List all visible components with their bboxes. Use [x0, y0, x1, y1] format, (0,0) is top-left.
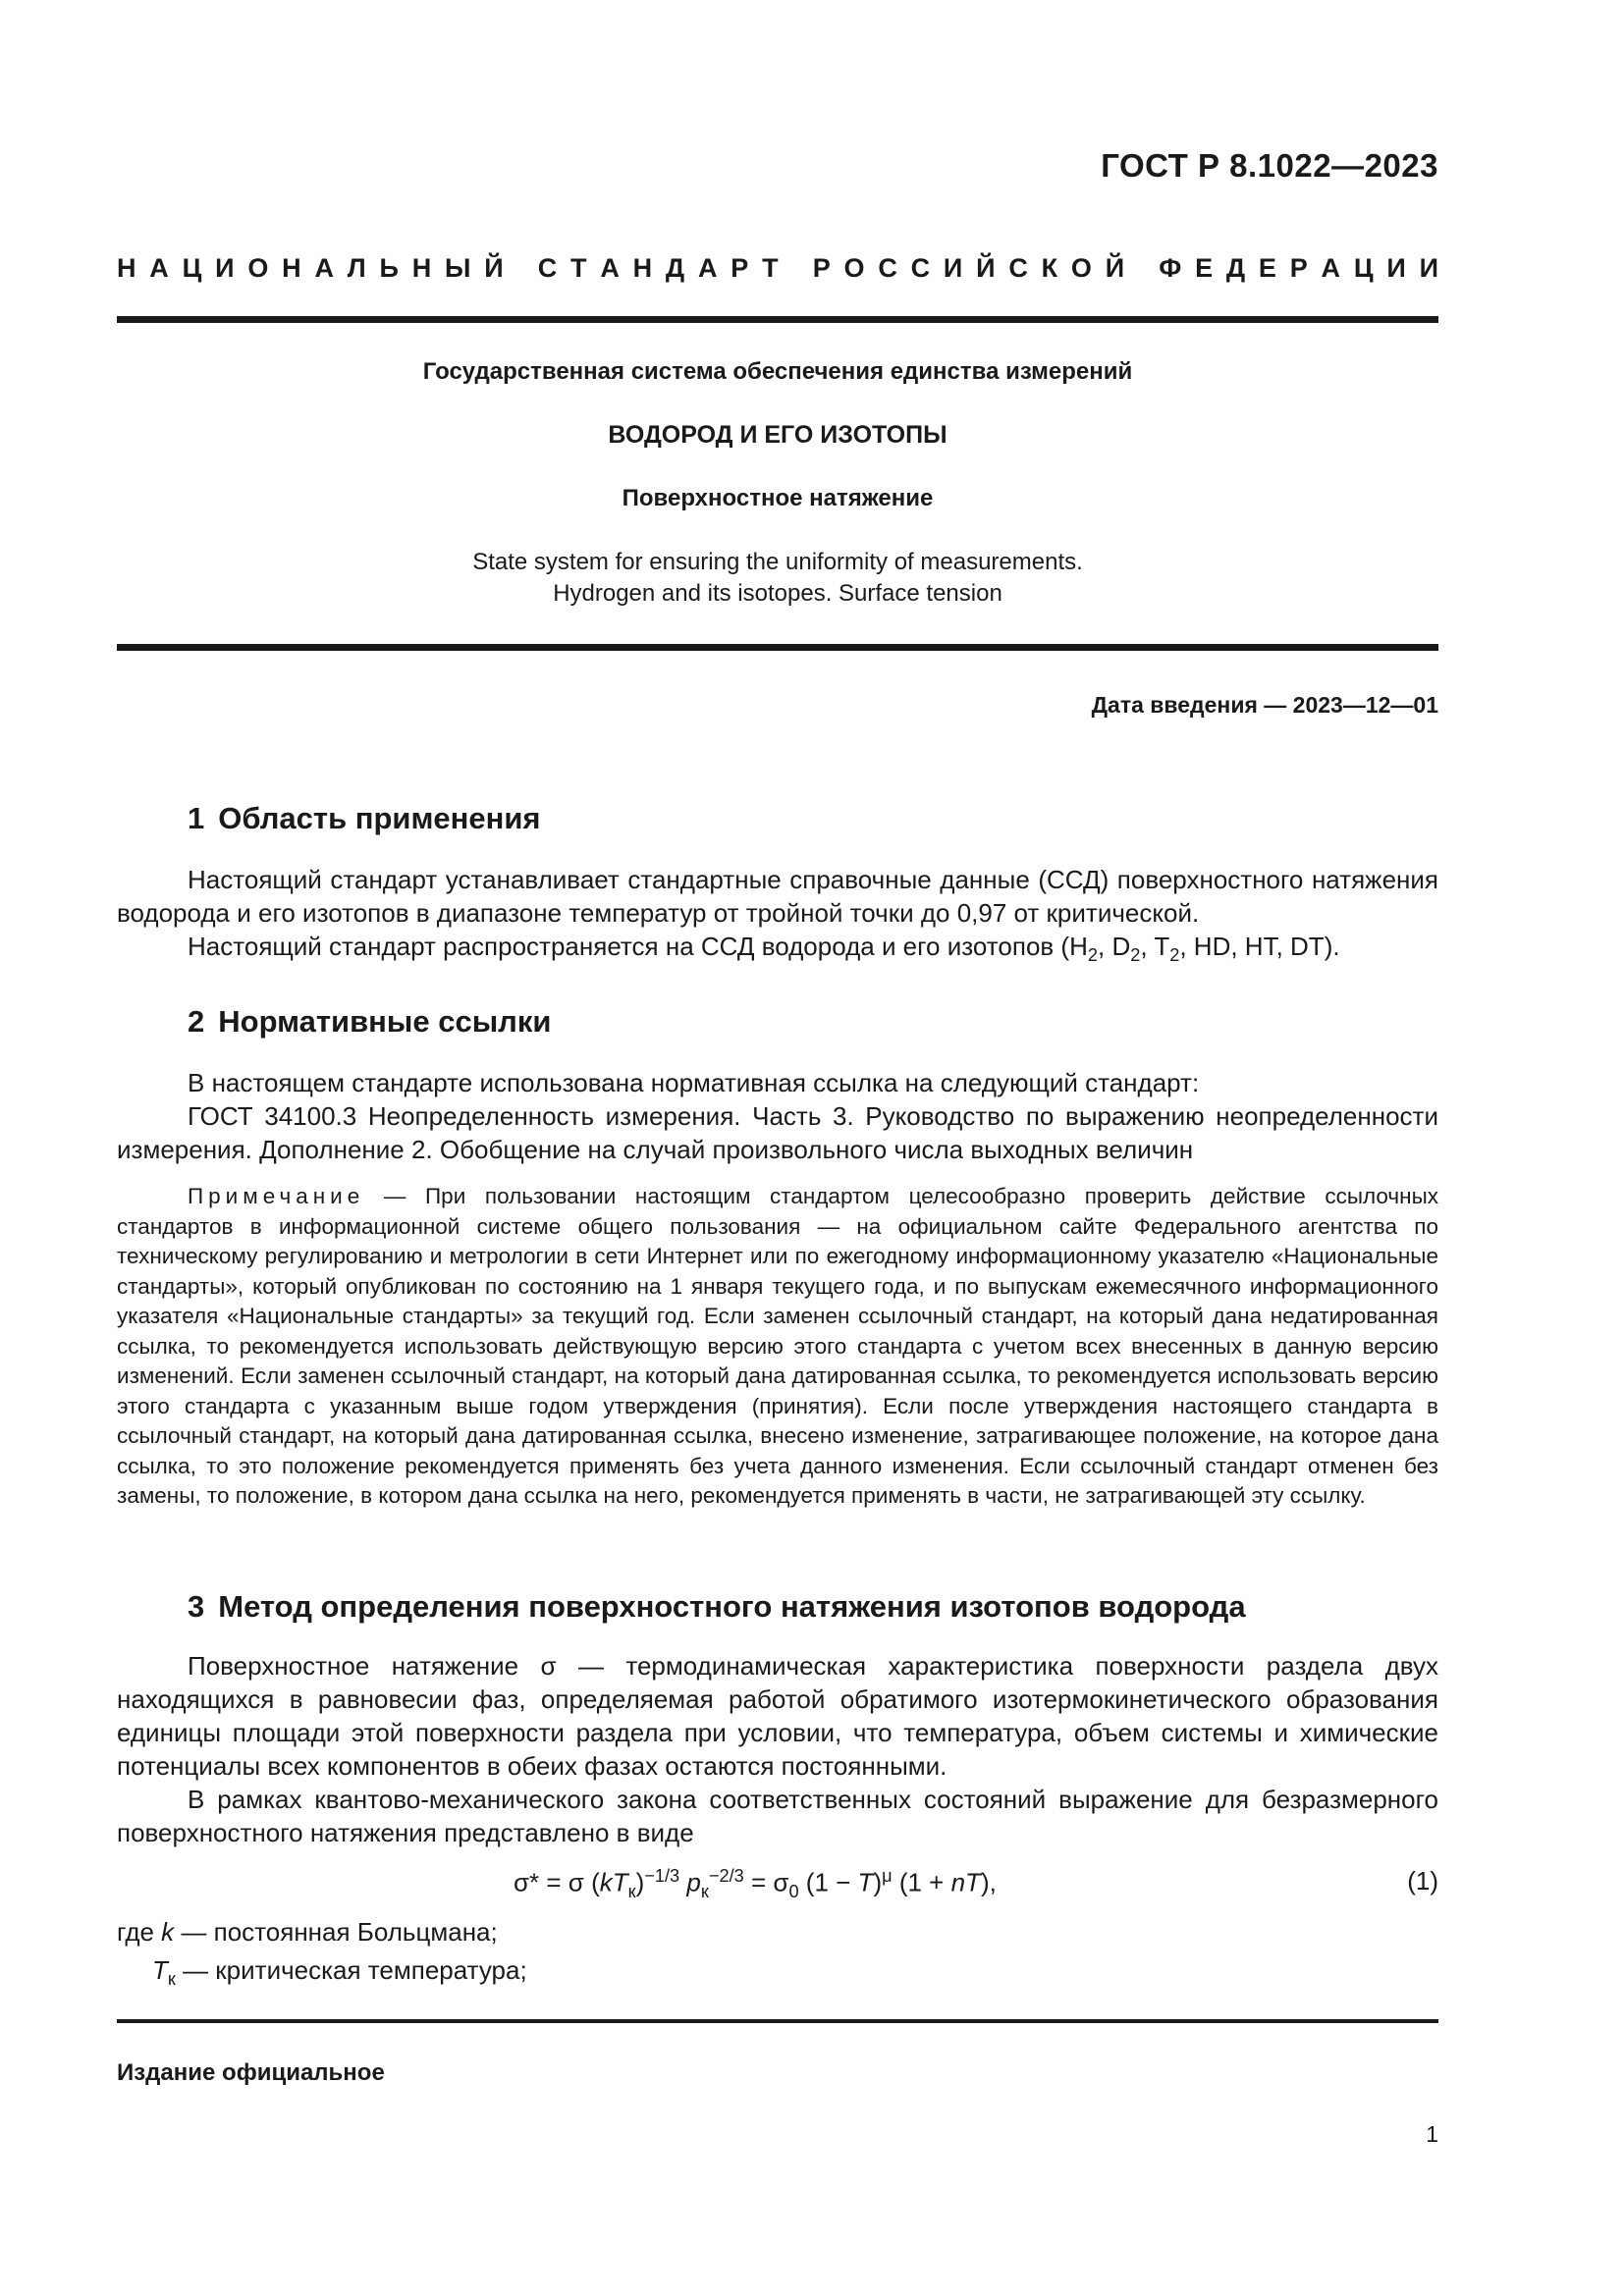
official-edition: Издание официальное: [117, 2059, 385, 2086]
formula-p-sub: к: [700, 1881, 709, 1901]
definition-prefix: где: [117, 1917, 162, 1947]
definition-k: [117, 1917, 498, 1948]
footer-rule: [117, 2019, 1438, 2023]
definition-tk-sub: к: [167, 1969, 176, 1990]
national-standard-letter: С: [910, 253, 931, 283]
formula-part-g: ),: [980, 1867, 997, 1897]
national-standard-letter: Е: [1258, 253, 1276, 283]
section-2-heading: [188, 1004, 551, 1040]
national-standard-letter: Р: [1289, 253, 1308, 283]
section-1-paragraph-1: [117, 863, 1438, 930]
national-standard-letter: Ц: [182, 253, 202, 283]
formula-mu: μ: [882, 1866, 893, 1886]
national-standard-letter: О: [1070, 253, 1092, 283]
section-2-note: [117, 1182, 1438, 1512]
subtitle: Поверхностное натяжение: [622, 485, 934, 511]
formula-T: T: [612, 1867, 628, 1897]
section-2-reference-text: ГОСТ 34100.3 Неопределенность измерения. Часть 3. Руководство по выражению неопределенности измерения. Дополнение 2. Обобщение на случай произвольного числа выходных величин: [117, 1101, 1438, 1164]
definition-tk-text: — критическая температура;: [175, 1955, 527, 1985]
section-1-paragraph-1-text: Настоящий стандарт устанавливает стандартные справочные данные (ССД) поверхностного натяжения водорода и его изотопов в диапазоне температур от тройной точки до 0,97 от критической.: [117, 865, 1438, 928]
national-standard-letter: Н: [117, 253, 136, 283]
intro-date: Дата введения — 2023—12—01: [1091, 692, 1438, 718]
section-3-paragraph-1: [117, 1649, 1438, 1783]
national-standard-letter: Р: [812, 253, 831, 283]
formula-T3: T: [965, 1867, 981, 1897]
national-standard-letter: Т: [570, 253, 587, 283]
isotope-h-sub: 2: [1087, 945, 1098, 966]
english-title-line1: State system for ensuring the uniformity of measurements.: [472, 549, 1083, 575]
national-standard-letter: Й: [1105, 253, 1125, 283]
section-1-heading: [188, 801, 541, 836]
formula-k: k: [599, 1867, 613, 1897]
national-standard-letter: И: [1386, 253, 1406, 283]
national-standard-letter: Ь: [379, 253, 399, 283]
equation-number: (1): [1407, 1866, 1438, 1896]
definition-tk: [152, 1955, 527, 1990]
national-standard-letter: Й: [484, 253, 504, 283]
section-1-paragraph-2-text: Настоящий стандарт распространяется на ССД водорода и его изотопов (: [188, 932, 1070, 961]
formula-expression: [514, 1866, 997, 1902]
national-standard-letter: А: [314, 253, 334, 283]
national-standard-letter: Д: [1225, 253, 1246, 283]
formula-exp1: −1/3: [644, 1866, 680, 1886]
national-standard-letter: Й: [976, 253, 996, 283]
gost-code: ГОСТ Р 8.1022—2023: [1101, 147, 1438, 184]
national-standard-letter: Д: [665, 253, 685, 283]
isotope-t-sub: 2: [1169, 945, 1180, 966]
national-standard-letter: И: [943, 253, 963, 283]
english-title: [117, 547, 1438, 610]
isotope-rest: , HD, HT, DT).: [1179, 932, 1340, 961]
isotope-d-sub: 2: [1130, 945, 1141, 966]
national-standard-letter: О: [843, 253, 865, 283]
national-standard-letter: [516, 253, 524, 284]
national-standard-letter: Ц: [1353, 253, 1374, 283]
formula-sigma-sub: 0: [788, 1881, 799, 1901]
note-text: — При пользовании настоящим стандартом целесообразно проверить действие ссылочных стандартов в информационной системе общего пользования — на официальном сайте Федерального агентства по техническому регулированию и метрологии в сети Интернет или по ежегодному информационному указателю «Национальные стандарты», который опубликован по состоянию на 1 января текущего года, и по выпускам ежемесячного информационного указателя «Национальные стандарты» за текущий год. Если заменен ссылочный стандарт, на который дана недатированная ссылка, то рекомендуется использовать действующую версию этого стандарта с учетом всех внесенных в данную версию изменений. Если заменен ссылочный стандарт, на который дана датированная ссылка, то рекомендуется использовать версию этого стандарта с указанным выше годом утверждения (принятия). Если после утверждения настоящего стандарта в ссылочный стандарт, на который дана датированная ссылка, внесено изменение, затрагивающее положение, на которое дана ссылка, то это положение рекомендуется применять без учета данного изменения. Если ссылочный стандарт отменен без замены, то положение, в котором дана ссылка на него, рекомендуется применять в части, не затрагивающей эту ссылку.: [117, 1184, 1438, 1508]
header-rule: [117, 316, 1438, 323]
system-title: Государственная система обеспечения единства измерений: [422, 358, 1133, 385]
definition-k-symbol: k: [161, 1917, 175, 1947]
formula-part-f: (1 +: [892, 1867, 951, 1897]
section-3-title: Метод определения поверхностного натяжения изотопов водорода: [218, 1589, 1246, 1624]
national-standard-letter: И: [215, 253, 235, 283]
formula-T2: T: [857, 1867, 874, 1897]
national-standard-letter: Н: [282, 253, 301, 283]
definition-k-text: — постоянная Больцмана;: [174, 1917, 498, 1947]
national-standard-letter: [791, 253, 799, 284]
main-title: ВОДОРОД И ЕГО ИЗОТОПЫ: [608, 421, 947, 449]
formula-T-sub: к: [627, 1881, 636, 1901]
section-2-number: 2: [188, 1004, 205, 1039]
section-3-number: 3: [188, 1589, 205, 1624]
national-standard-letter: А: [1321, 253, 1341, 283]
section-2-title: Нормативные ссылки: [218, 1004, 552, 1039]
isotope-t: T: [1154, 932, 1170, 961]
national-standard-title: [117, 253, 1438, 284]
national-standard-letter: А: [149, 253, 169, 283]
english-title-line2: Hydrogen and its isotopes. Surface tension: [553, 580, 1002, 607]
national-standard-letter: С: [1008, 253, 1028, 283]
national-standard-letter: И: [1419, 253, 1438, 283]
formula-exp2: −2/3: [708, 1866, 744, 1886]
national-standard-letter: Н: [411, 253, 432, 283]
national-standard-letter: Н: [632, 253, 653, 283]
section-2-reference: [117, 1099, 1438, 1166]
formula-part-b: ): [635, 1867, 645, 1897]
section-3-paragraph-1-text: Поверхностное натяжение σ — термодинамическая характеристика поверхности раздела двух находящихся в равновесии фаз, определяемая работой обратимого изотермокинетического образования единицы площади этой поверхности раздела при условии, что температура, объем системы и химические потенциалы всех компонентов в обеих фазах остаются постоянными.: [117, 1651, 1438, 1781]
national-standard-letter: К: [1041, 253, 1058, 283]
section-1-title: Область применения: [218, 801, 541, 835]
section-3-heading: [188, 1589, 1246, 1625]
page-number: 1: [1426, 2121, 1438, 2147]
formula-n: n: [950, 1867, 966, 1897]
document-page: [117, 0, 1438, 2296]
national-standard-letter: С: [537, 253, 558, 283]
national-standard-letter: Т: [762, 253, 779, 283]
title-rule: [117, 644, 1438, 651]
national-standard-letter: Р: [731, 253, 749, 283]
section-2-paragraph-1-text: В настоящем стандарте использована нормативная ссылка на следующий стандарт:: [188, 1068, 1200, 1097]
national-standard-letter: А: [600, 253, 620, 283]
national-standard-letter: Ф: [1159, 253, 1182, 283]
national-standard-letter: С: [878, 253, 897, 283]
isotope-d: D: [1111, 932, 1131, 961]
isotope-h: H: [1069, 932, 1088, 961]
national-standard-letter: Е: [1195, 253, 1214, 283]
national-standard-letter: А: [697, 253, 718, 283]
section-1-paragraph-2: Настоящий стандарт распространяется на ССД водорода и его изотопов ($H_2$, $D_2$, $T_2$, HD, HT, DT).: [188, 932, 1340, 966]
national-standard-letter: Л: [347, 253, 366, 283]
national-standard-letter: [1138, 253, 1146, 284]
section-2-paragraph-1: [117, 1066, 1438, 1099]
national-standard-letter: О: [247, 253, 269, 283]
note-label: Примечание: [188, 1184, 365, 1208]
definition-tk-symbol: T: [152, 1955, 168, 1985]
section-3-paragraph-2-text: В рамках квантово-механического закона соответственных состояний выражение для безразмерного поверхностного натяжения представлено в виде: [117, 1785, 1438, 1847]
section-1-number: 1: [188, 801, 205, 835]
section-3-paragraph-2: [117, 1783, 1438, 1849]
national-standard-letter: Ы: [444, 253, 471, 283]
formula-p: p: [686, 1867, 701, 1897]
formula-part-e: ): [873, 1867, 883, 1897]
formula-part-d: (1 −: [798, 1867, 858, 1897]
formula-part-c: = σ: [743, 1867, 789, 1897]
formula-part-a: σ* = σ (: [514, 1867, 600, 1897]
